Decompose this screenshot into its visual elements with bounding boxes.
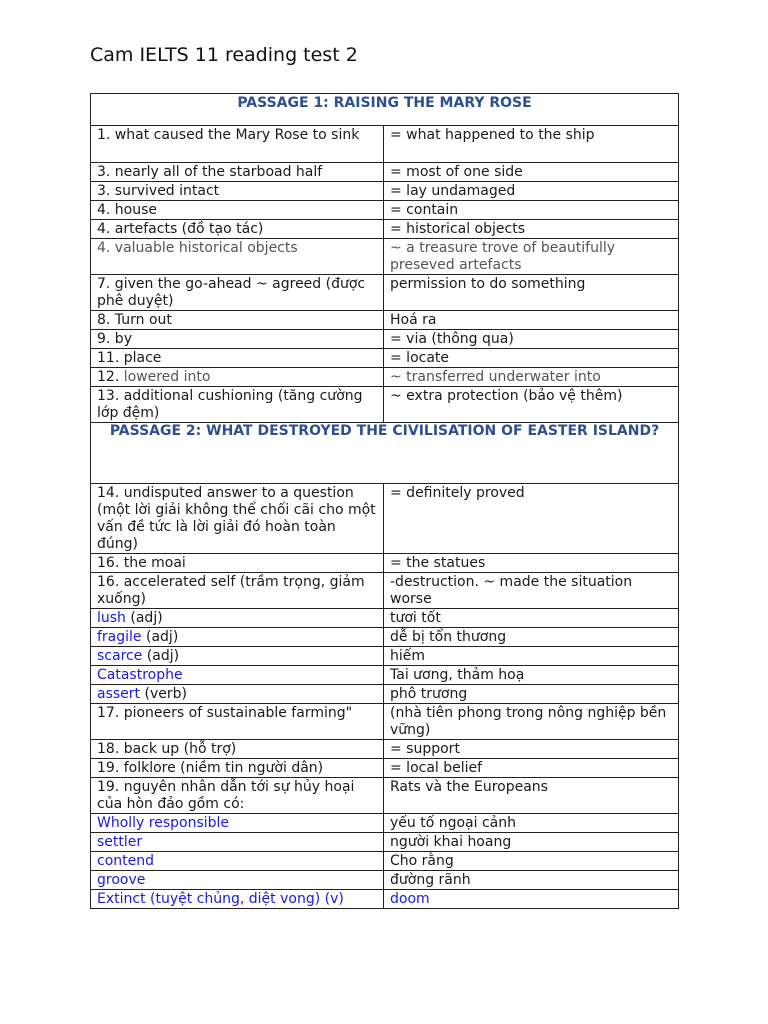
passage-2-heading-row (91, 423, 679, 484)
vocab-word: settler (91, 833, 384, 852)
meaning-cell: = contain (384, 201, 679, 220)
vocab-word: Extinct (tuyệt chủng, diệt vong) (v) (91, 890, 384, 909)
meaning-cell: ~ transferred underwater into (384, 368, 679, 387)
table-row (91, 628, 679, 647)
term-cell: 16. accelerated self (trầm trọng, giảm xuống) (91, 573, 384, 609)
table-row (91, 554, 679, 573)
term-cell (91, 609, 384, 628)
term-cell: 17. pioneers of sustainable farming" (91, 704, 384, 740)
table-row (91, 871, 679, 890)
meaning-cell: Hoá ra (384, 311, 679, 330)
table-row (91, 759, 679, 778)
table-row (91, 275, 679, 311)
vocab-word: scarce (97, 648, 143, 664)
term-cell (91, 628, 384, 647)
table-row (91, 890, 679, 909)
meaning-cell: Cho rằng (384, 852, 679, 871)
part-of-speech: (verb) (140, 686, 187, 702)
table-row (91, 666, 679, 685)
meaning-cell: tươi tốt (384, 609, 679, 628)
term-cell: 16. the moai (91, 554, 384, 573)
term-cell: 4. artefacts (đồ tạo tác) (91, 220, 384, 239)
term-cell (91, 647, 384, 666)
passage-1-heading: PASSAGE 1: RAISING THE MARY ROSE (91, 94, 679, 126)
part-of-speech: (adj) (141, 629, 179, 645)
table-row (91, 239, 679, 275)
meaning-cell: Tai ương, thảm hoạ (384, 666, 679, 685)
meaning-cell: = locate (384, 349, 679, 368)
meaning-cell: = support (384, 740, 679, 759)
table-row (91, 368, 679, 387)
term-cell: 11. place (91, 349, 384, 368)
table-row (91, 126, 679, 163)
term-cell: 7. given the go-ahead ~ agreed (được phê duyệt) (91, 275, 384, 311)
table-row (91, 573, 679, 609)
vocab-word: Catastrophe (97, 667, 183, 683)
table-row (91, 311, 679, 330)
term-cell (91, 126, 384, 163)
table-row (91, 220, 679, 239)
table-row (91, 484, 679, 554)
meaning-cell: = what happened to the ship (384, 126, 679, 163)
term-cell: 18. back up (hỗ trợ) (91, 740, 384, 759)
term-text: lowered into (123, 369, 211, 385)
meaning-cell: ~ extra protection (bảo vệ thêm) (384, 387, 679, 423)
meaning-cell: hiếm (384, 647, 679, 666)
meaning-cell: = most of one side (384, 163, 679, 182)
table-row (91, 704, 679, 740)
meaning-cell: -destruction. ~ made the situation worse (384, 573, 679, 609)
table-row (91, 330, 679, 349)
meaning-cell: Rats và the Europeans (384, 778, 679, 814)
table-row (91, 609, 679, 628)
document-title: Cam IELTS 11 reading test 2 (90, 44, 358, 66)
vocab-word: lush (97, 610, 126, 626)
term-cell: 3. survived intact (91, 182, 384, 201)
term-cell: 3. nearly all of the starboad half (91, 163, 384, 182)
meaning-cell: = definitely proved (384, 484, 679, 554)
table-row (91, 647, 679, 666)
meaning-cell: = historical objects (384, 220, 679, 239)
term-cell (91, 368, 384, 387)
term-cell: 9. by (91, 330, 384, 349)
term-cell: 8. Turn out (91, 311, 384, 330)
item-number: 12. (97, 369, 124, 385)
vocab-word: contend (91, 852, 384, 871)
term-cell: 4. valuable historical objects (91, 239, 384, 275)
term-cell (91, 666, 384, 685)
part-of-speech: (adj) (142, 648, 180, 664)
meaning-cell: = lay undamaged (384, 182, 679, 201)
vocab-word: assert (97, 686, 141, 702)
term-cell (91, 685, 384, 704)
table-row (91, 814, 679, 833)
table-row (91, 685, 679, 704)
term-cell: 4. house (91, 201, 384, 220)
term-text: 1. what caused the Mary Rose to sink (97, 127, 360, 143)
meaning-cell: = local belief (384, 759, 679, 778)
passage-1-heading-row (91, 94, 679, 126)
table-row (91, 740, 679, 759)
table-row (91, 201, 679, 220)
table-row (91, 349, 679, 368)
meaning-cell: dễ bị tổn thương (384, 628, 679, 647)
meaning-cell: người khai hoang (384, 833, 679, 852)
meaning-cell: = the statues (384, 554, 679, 573)
table-row (91, 778, 679, 814)
table-row (91, 182, 679, 201)
vocab-word: groove (91, 871, 384, 890)
meaning-cell: ~ a treasure trove of beautifully preseved artefacts (384, 239, 679, 275)
table-row (91, 387, 679, 423)
term-cell: 14. undisputed answer to a question (một lời giải không thể chối cãi cho một vấn đề tức là lời giải đó hoàn toàn đúng) (91, 484, 384, 554)
vocab-word: fragile (97, 629, 142, 645)
term-cell: 19. nguyên nhân dẫn tới sự hủy hoại của hòn đảo gồm có: (91, 778, 384, 814)
part-of-speech: (adj) (125, 610, 163, 626)
vocab-word: doom (384, 890, 679, 909)
table-row (91, 852, 679, 871)
meaning-cell: phô trương (384, 685, 679, 704)
meaning-cell: = via (thông qua) (384, 330, 679, 349)
term-cell: 13. additional cushioning (tăng cường lớp đệm) (91, 387, 384, 423)
passage-2-heading: PASSAGE 2: WHAT DESTROYED THE CIVILISATION OF EASTER ISLAND? (91, 423, 679, 484)
meaning-cell: yếu tố ngoại cảnh (384, 814, 679, 833)
table-row (91, 833, 679, 852)
meaning-cell: đường rãnh (384, 871, 679, 890)
meaning-cell: permission to do something (384, 275, 679, 311)
meaning-cell: (nhà tiên phong trong nông nghiệp bền vững) (384, 704, 679, 740)
vocabulary-table (90, 93, 679, 909)
vocab-word: Wholly responsible (91, 814, 384, 833)
term-cell: 19. folklore (niềm tin người dân) (91, 759, 384, 778)
table-row (91, 163, 679, 182)
